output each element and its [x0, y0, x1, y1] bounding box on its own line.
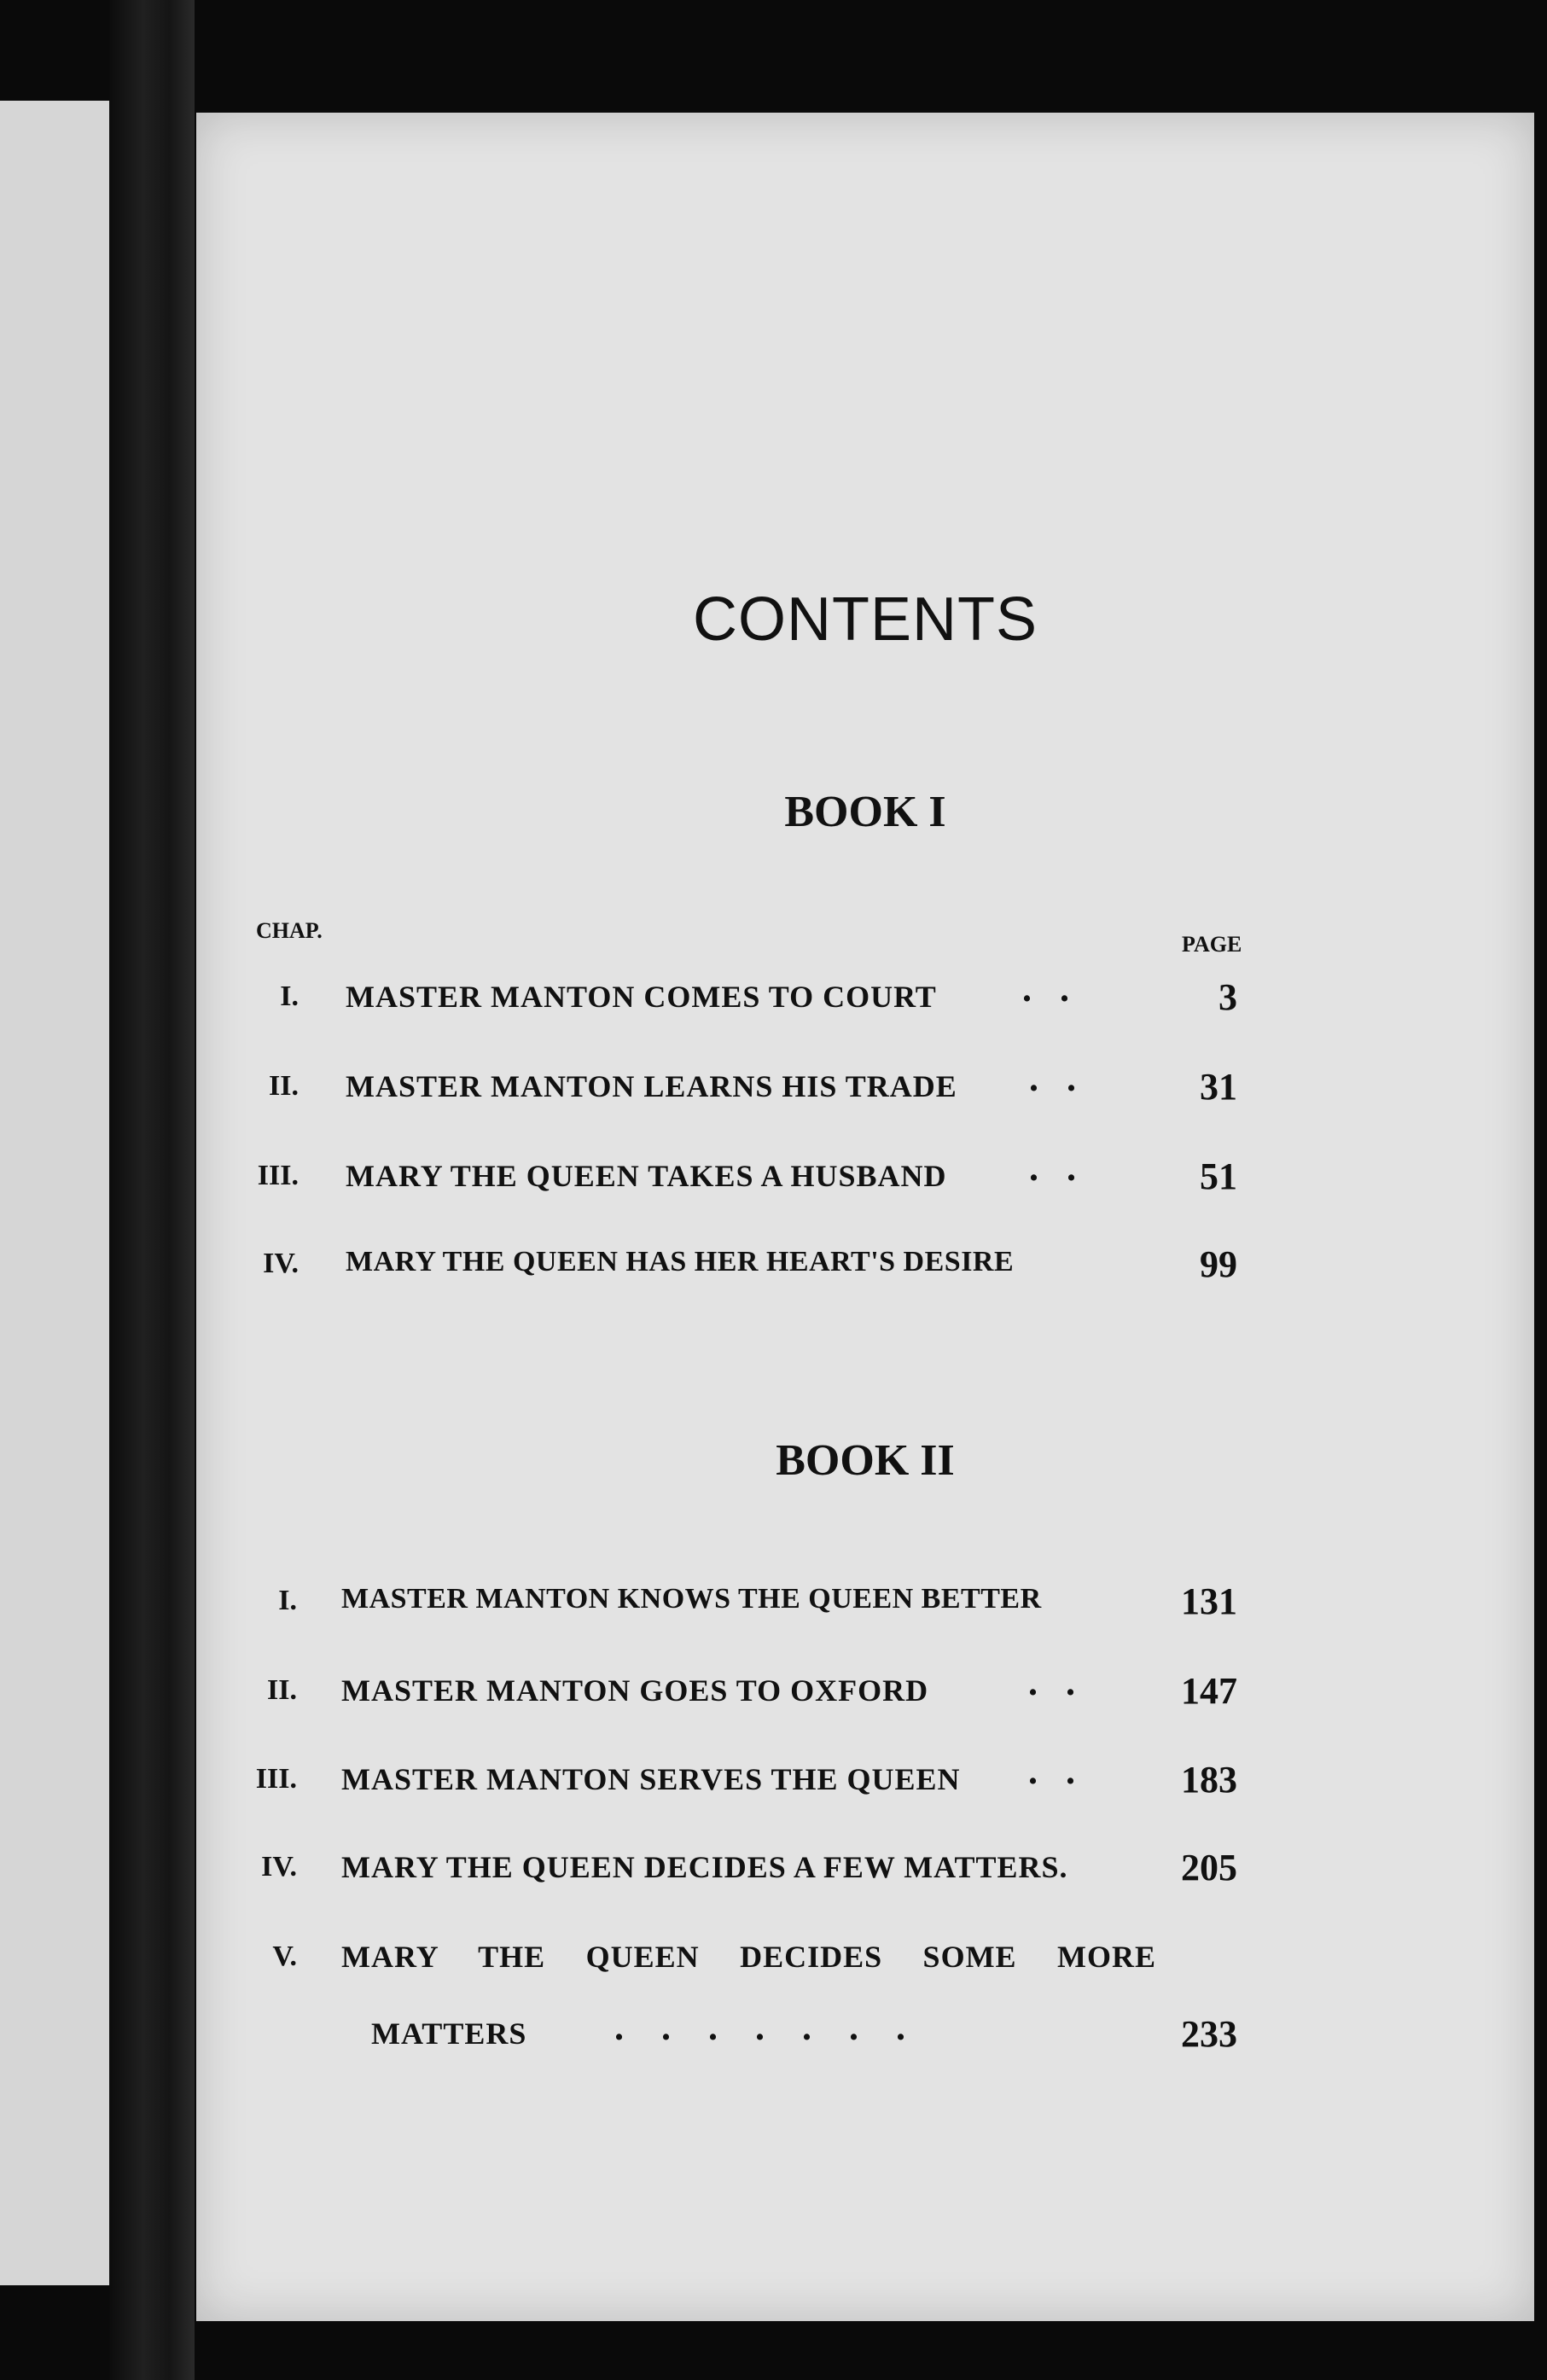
chapter-title: MASTER MANTON LEARNS HIS TRADE — [346, 1069, 957, 1103]
toc-entry[interactable] — [196, 1930, 1534, 2067]
toc-entry[interactable] — [196, 970, 1534, 1021]
page-number: 147 — [1181, 1670, 1237, 1712]
page-number: 205 — [1181, 1847, 1237, 1888]
page-number: 183 — [1181, 1759, 1237, 1801]
toc-entry[interactable] — [196, 1057, 1534, 1111]
chapter-title: MASTER MANTON COMES TO COURT — [346, 980, 937, 1014]
page-number: 51 — [1200, 1155, 1237, 1197]
page-number: 233 — [1181, 2013, 1237, 2055]
chapter-number: II. — [269, 1070, 299, 1102]
toc-entry[interactable] — [196, 1574, 1534, 1626]
chapter-number: I. — [280, 981, 299, 1012]
page-label: PAGE — [1182, 932, 1242, 957]
toc-entry[interactable] — [196, 1149, 1534, 1201]
dot-leader: . . . . . . . — [614, 2006, 905, 2048]
dot-leader: . . — [1029, 1057, 1076, 1099]
chapter-title: MARY THE QUEEN HAS HER HEART'S DESIRE — [346, 1246, 1015, 1277]
chapter-number: IV. — [261, 1851, 297, 1882]
chapter-title: MARY THE QUEEN DECIDES A FEW MATTERS. — [341, 1850, 1068, 1884]
chapter-number: III. — [255, 1763, 297, 1795]
page-title: CONTENTS — [693, 585, 1038, 654]
book-spine — [109, 0, 195, 2380]
chap-label: CHAP. — [256, 918, 323, 943]
chapter-title — [341, 1939, 1156, 1975]
book-1-heading: BOOK I — [784, 788, 946, 836]
chapter-number: V. — [272, 1941, 297, 1972]
page-number: 131 — [1181, 1580, 1237, 1622]
contents-page — [196, 113, 1534, 2321]
dot-leader: . . — [1022, 968, 1069, 1010]
chapter-number: II. — [267, 1674, 297, 1706]
page-number: 99 — [1200, 1243, 1237, 1285]
chapter-number: I. — [278, 1585, 297, 1616]
toc-entry[interactable] — [196, 1237, 1534, 1289]
dot-leader: . . — [1029, 1147, 1076, 1189]
chapter-title-line-1: MARY THE QUEEN DECIDES SOME MORE — [341, 1940, 1156, 1974]
page-number: 31 — [1200, 1066, 1237, 1108]
toc-entry[interactable] — [196, 1750, 1534, 1804]
chapter-number: III. — [257, 1160, 299, 1191]
facing-page — [0, 101, 109, 2285]
chapter-number: IV. — [263, 1248, 299, 1279]
book-2-heading: BOOK II — [776, 1436, 955, 1485]
chapter-title: MASTER MANTON SERVES THE QUEEN — [341, 1762, 961, 1796]
chapter-title-continued: MATTERS — [371, 2016, 527, 2051]
chapter-title: MARY THE QUEEN TAKES A HUSBAND — [346, 1159, 947, 1193]
page-number: 3 — [1218, 976, 1237, 1018]
dot-leader: . . — [1028, 1750, 1075, 1792]
chapter-title: MASTER MANTON GOES TO OXFORD — [341, 1673, 929, 1708]
toc-entry[interactable] — [196, 1841, 1534, 1892]
toc-entry[interactable] — [196, 1661, 1534, 1715]
dot-leader: . . — [1028, 1661, 1075, 1703]
chapter-title: MASTER MANTON KNOWS THE QUEEN BETTER — [341, 1583, 1042, 1615]
